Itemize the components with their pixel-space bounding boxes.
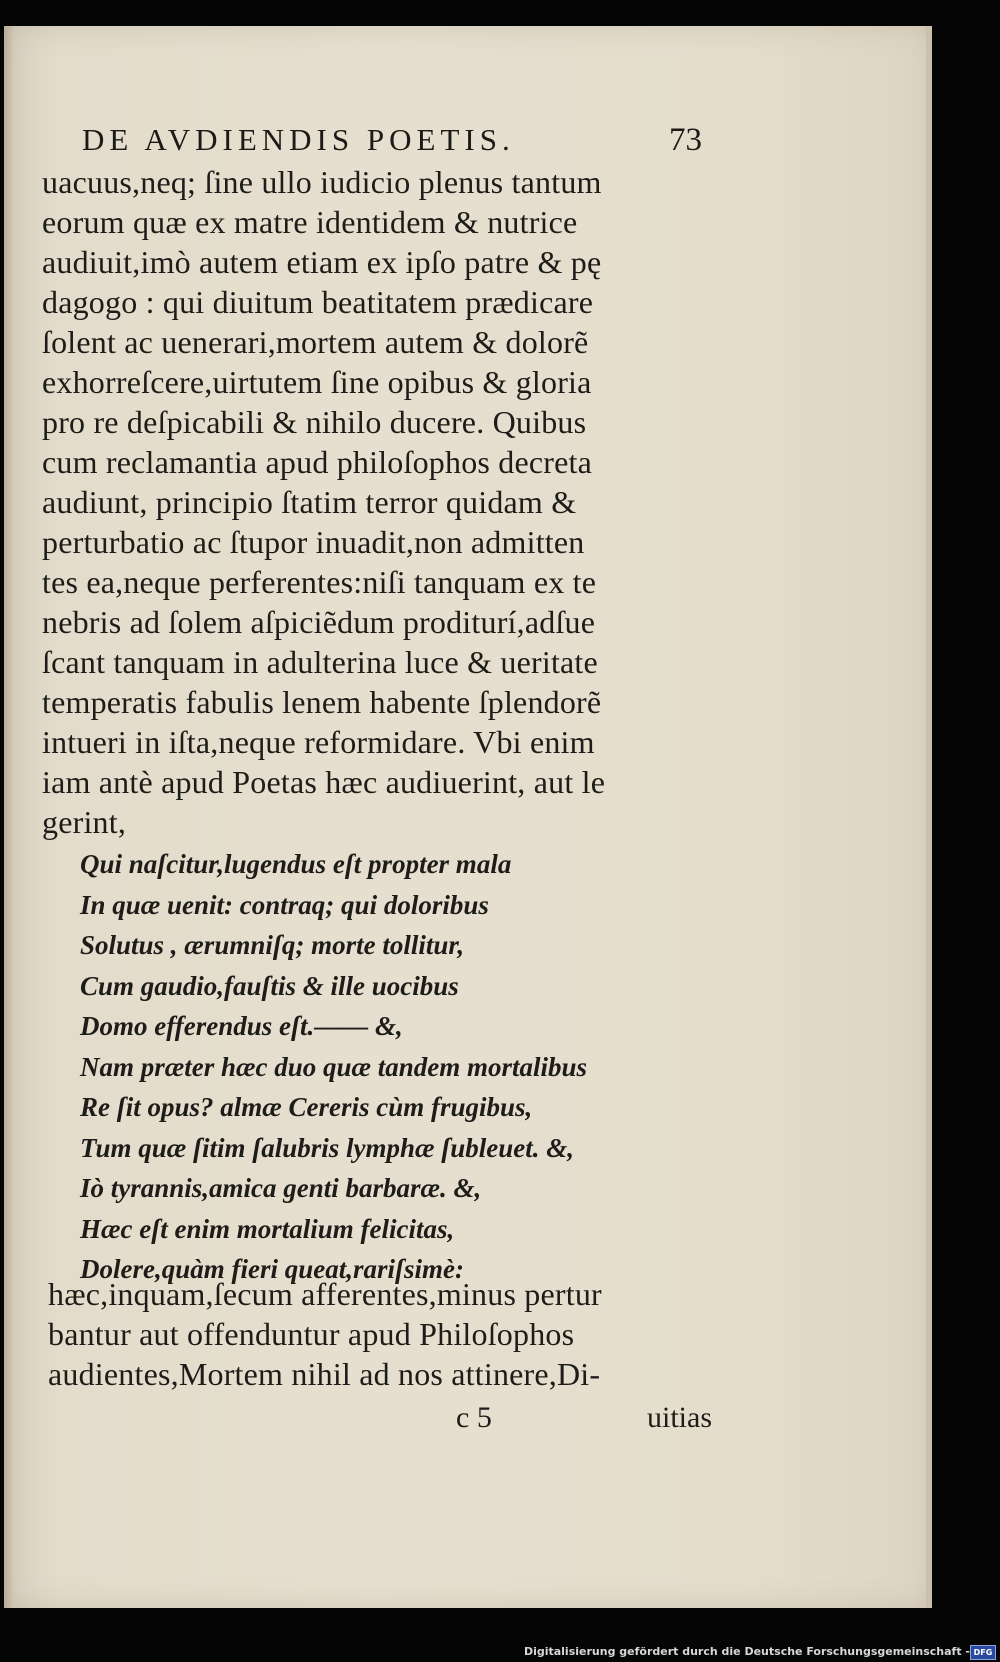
text-line: gerint, [42, 804, 127, 840]
verse-line: Qui naſcitur,lugendus eſt propter mala [80, 849, 512, 879]
text-line: temperatis fabulis lenem habente ſplendorẽ [42, 684, 602, 720]
text-line: hæc,inquam,ſecum afferentes,minus pertur [48, 1276, 602, 1312]
signature-mark: c 5 [456, 1401, 492, 1434]
text-line: audiunt, principio ſtatim terror quidam & [42, 484, 577, 520]
verse-line: Domo efferendus eſt.—— &, [80, 1011, 403, 1041]
text-line: uacuus,neq; ſine ullo iudicio plenus tantum [42, 164, 602, 200]
verse-line: Re ſit opus? almæ Cereris cùm frugibus, [80, 1092, 533, 1122]
running-head [82, 118, 702, 162]
text-line: bantur aut offenduntur apud Philoſophos [48, 1316, 575, 1352]
page-number: 73 [669, 122, 702, 158]
dfg-logo: DFG [970, 1645, 996, 1660]
digitization-credit: Digitalisierung gefördert durch die Deutsche Forschungsgemeinschaft - [523, 1645, 970, 1658]
verse-line: Iò tyrannis,amica genti barbaræ. &, [80, 1173, 482, 1203]
text-line: perturbatio ac ſtupor inuadit,non admitten [42, 524, 585, 560]
catchword: uitias [647, 1401, 712, 1434]
text-line: audientes,Mortem nihil ad nos attinere,Di- [48, 1356, 601, 1392]
verse-line: Cum gaudio,fauſtis & ille uocibus [80, 970, 459, 1001]
verse-line: Dolere,quàm fieri queat,rariſsimè: [80, 1254, 464, 1284]
text-line: nebris ad ſolem aſpiciẽdum proditurí,adſue [42, 604, 596, 640]
running-head-title: DE AVDIENDIS POETIS. [82, 122, 515, 157]
text-line: audiuit,imò autem etiam ex ipſo patre & pę [42, 244, 602, 280]
text-line: exhorreſcere,uirtutem ſine opibus & gloria [42, 364, 592, 400]
verse-line: In quæ uenit: contraq; qui doloribus [80, 889, 489, 920]
text-line: cum reclamantia apud philoſophos decreta [42, 444, 593, 480]
text-line: ſolent ac uenerari,mortem autem & dolorẽ [42, 324, 589, 360]
verse-quotation [80, 844, 700, 1290]
text-line: eorum quæ ex matre identidem & nutrice [42, 204, 578, 240]
text-line: iam antè apud Poetas hæc audiuerint, aut le [42, 764, 606, 800]
text-line: pro re deſpicabili & nihilo ducere. Quibus [42, 404, 587, 440]
verse-line: Solutus , ærumniſq; morte tollitur, [80, 930, 465, 960]
page-gutter-shadow [4, 26, 14, 1608]
text-line: tes ea,neque perferentes:niſi tanquam ex te [42, 564, 597, 600]
page-foot [456, 1398, 712, 1438]
text-line: intueri in iſta,neque reformidare. Vbi enim [42, 724, 595, 760]
prose-block-2 [48, 1274, 708, 1394]
verse-line: Hæc eſt enim mortalium felicitas, [80, 1213, 455, 1244]
page-fore-edge [926, 26, 932, 1608]
prose-block-1 [42, 162, 702, 842]
verse-line: Nam præter hæc duo quæ tandem mortalibus [80, 1051, 588, 1082]
text-line: dagogo : qui diuitum beatitatem prædicare [42, 284, 594, 320]
verse-line: Tum quæ ſitim ſalubris lymphæ ſubleuet. &, [80, 1132, 575, 1163]
text-line: ſcant tanquam in adulterina luce & ueritate [42, 644, 598, 680]
